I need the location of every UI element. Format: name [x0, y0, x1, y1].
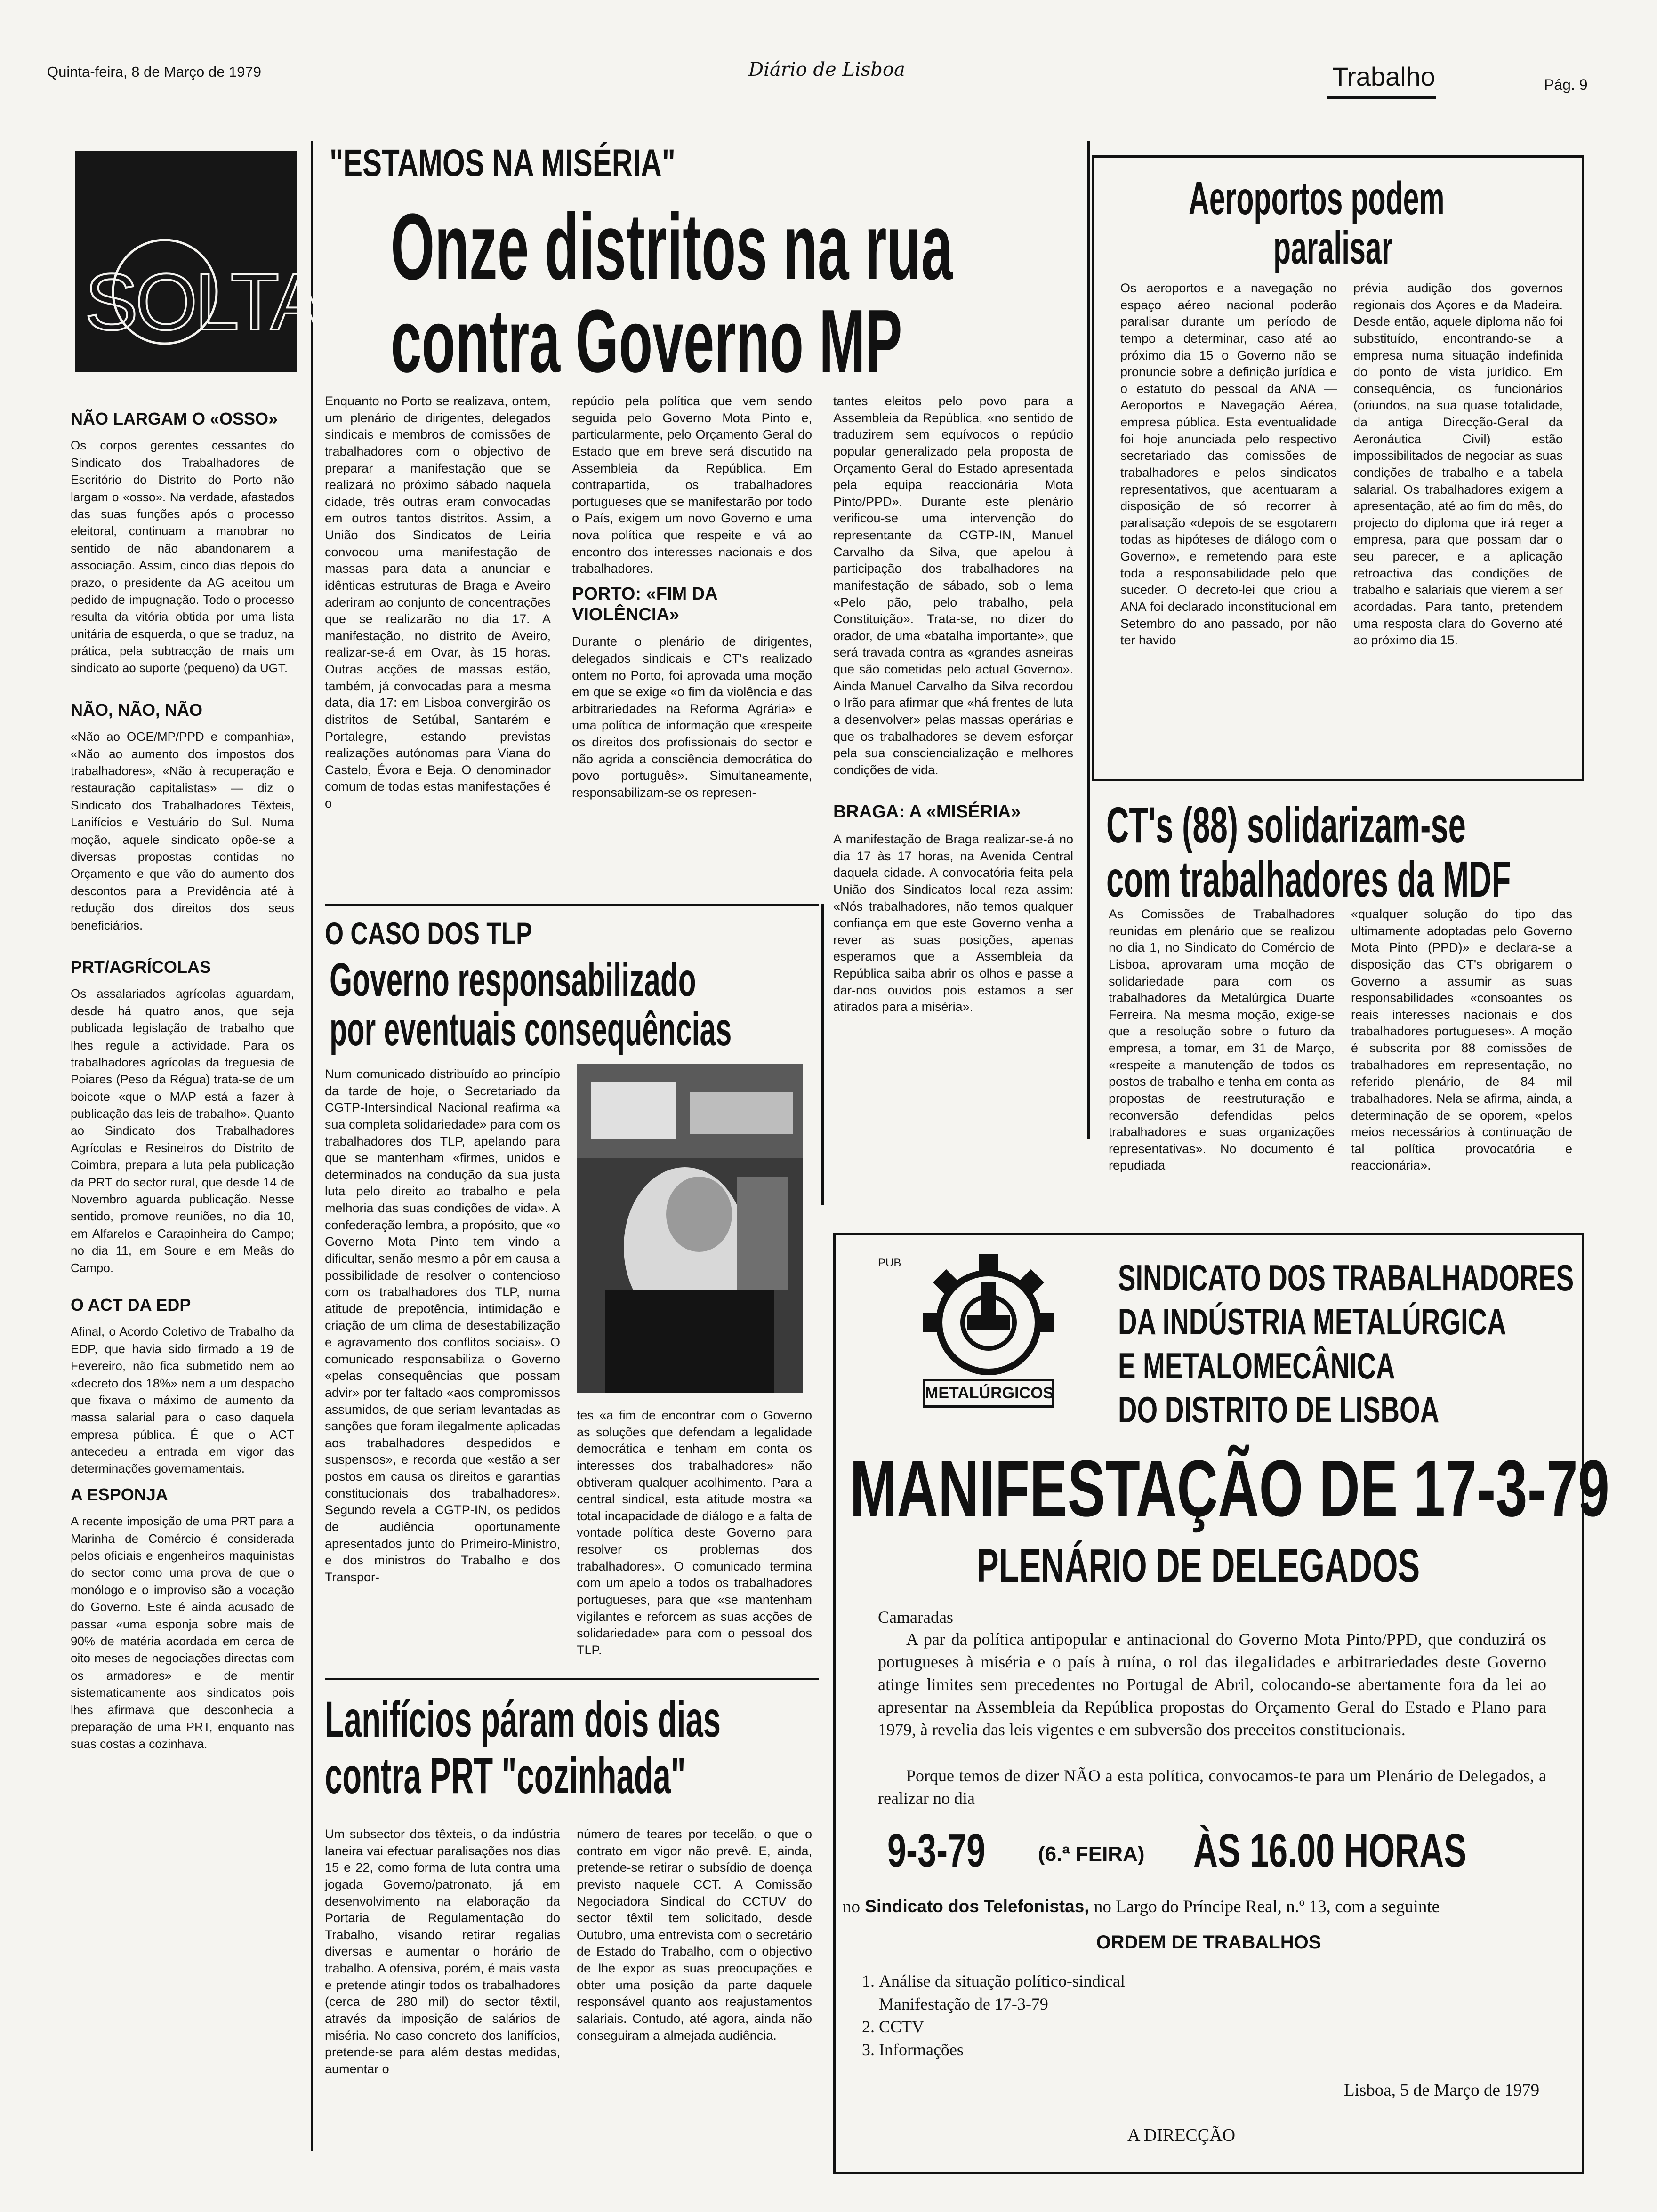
cts-column-2: [1351, 906, 1572, 1178]
soltas-logo-text: SOLTAS: [85, 257, 372, 347]
masthead: Diário de Lisboa: [748, 59, 905, 80]
lanificios-column-2: [577, 1826, 812, 2048]
ad-pub-label: PUB: [878, 1257, 901, 1269]
main-col3-text: tantes eleitos pelo povo para a Assembleia da República, «no sentido de traduzirem sem equívocos o repúdio popular generalizado pela proposta de Orçamento Geral do Estado apresentada pela equipa reaccionária Mota Pinto/PPD». Durante este plenário verificou-se uma intervenção do representante da CGTP-IN, Manuel Carvalho da Silva, que apelou à participação dos trabalhadores na manifestação de sábado, sob o lema «Pelo pão, pelo trabalho, pela Constituição». Trata-se, no dizer do orador, de uma «batalha importante», que será travada contra as «grandes asneiras que são cometidas pelo actual Governo». Ainda Manuel Carvalho da Silva recordou o Irão para afirmar que «há frentes de luta a desenvolver» pelas massas operárias e que os trabalhadores se devem esforçar pela sua consciencialização e melhores condições de vida.: [833, 394, 1073, 777]
main-col1-text: Enquanto no Porto se realizava, ontem, um plenário de dirigentes, delegados sindicais e membros de comissões de trabalhadores com o objectivo de preparar a manifestação que se realizará no próximo sábado naquela cidade, três outras eram convocadas em outros tantos distritos. Assim, a União dos Sindicatos de Leiria convocou uma manifestação de massas para data a anunciar e idênticas estruturas de Braga e Aveiro aderiram ao conjunto de concentrações que se realizarão no dia 17. A manifestação, no distrito de Aveiro, realizar-se-á em Ovar, às 15 horas. Outras acções de massas estão, também, já convocadas para a mesma data, dia 17: em Lisboa convergirão os distritos de Setúbal, Santarém e Portalegre, estando previstas realizações autónomas para Viana do Castelo, Évora e Beja. O denominador comum de todas estas manifestações é o: [325, 394, 551, 810]
tlp-kicker: O CASO DOS TLP: [325, 916, 532, 951]
aeroportos-column-1: [1120, 280, 1337, 653]
main-kicker: "ESTAMOS NA MISÉRIA": [330, 142, 676, 184]
aeroportos-col2-text: prévia audição dos governos regionais dos Açores e da Madeira. Desde então, aquele diploma não foi substituído, encontrando-se a empresa numa situação indefinida do ponto de vista jurídico. Em consequência, os funcionários (oriundos, na sua quase totalidade, da antiga Direcção-Geral da Aeronáutica Civil) estão impossibilitados de negociar as suas condições de trabalho e a tabela salarial. Os trabalhadores exigem a apresentação, até ao fim do mês, do projecto do diploma que irá reger a empresa, para que possam dar o seu parecer, e a aplicação retroactiva das condições de trabalho e salariais que vierem a ser acordadas. Para tanto, pretendem uma resposta clara do Governo até ao próximo dia 15.: [1353, 281, 1563, 648]
ad-agenda-item: 1. Análise da situação político-sindical: [879, 1970, 1125, 1993]
ad-subhead: PLENÁRIO DE DELEGADOS: [977, 1539, 1420, 1592]
soltas-body-3: Os assalariados agrícolas aguardam, desde há quatro anos, que seja publicada legislação de trabalho que lhes regule a actividade. Para os trabalhadores agrícolas da freguesia de Poiares (Peso da Régua) trata-se de um boicote «que o MAP está a fazer à publicação das leis de trabalho». Quanto ao Sindicato dos Trabalhadores Agrícolas e Resineiros do Distrito de Coimbra, prepara a luta pela publicação da PRT do sector rural, que desde 14 de Novembro aguarda publicação. Nesse sentido, promove reuniões, no dia 10, em Alfarelos e Carapinheira do Campo; no dia 11, em Soure e em Meãs do Campo.: [71, 986, 294, 1275]
aeroportos-headline-2: paralisar: [1273, 222, 1393, 273]
ad-time: ÀS 16.00 HORAS: [1193, 1824, 1467, 1877]
main-col2-text: repúdio pela política que vem sendo seguida pelo Governo Mota Pinto e, particularmente, pelo Orçamento Geral do Estado que em breve será discutido na Assembleia da República. Em contrapartida, os trabalhadores portugueses que se manifestarão por todo o País, exigem um novo Governo e uma nova política que respeite e vá ao encontro dos interesses nacionais e dos trabalhadores.: [572, 394, 812, 576]
ad-org-line-2: DA INDÚSTRIA METALÚRGICA: [1118, 1301, 1506, 1342]
tlp-headline-2: por eventuais consequências: [330, 1003, 732, 1056]
ad-org-line-4: DO DISTRITO DE LISBOA: [1118, 1389, 1440, 1430]
soltas-head-2: NÃO, NÃO, NÃO: [71, 700, 203, 720]
ad-greeting: Camaradas: [878, 1608, 953, 1627]
subhead-braga: BRAGA: A «MISÉRIA»: [833, 802, 1021, 822]
ad-date: 9-3-79: [887, 1824, 986, 1877]
ad-headline: MANIFESTAÇÃO DE 17-3-79: [850, 1444, 1610, 1533]
cts-headline-1: CT's (88) solidarizam-se: [1106, 796, 1466, 853]
ad-agenda-item: Manifestação de 17-3-79: [879, 1994, 1048, 2013]
ad-weekday: (6.ª FEIRA): [1038, 1843, 1145, 1866]
soltas-logo: [75, 151, 372, 372]
main-col3b-text: A manifestação de Braga realizar-se-á no dia 17 às 17 horas, na Avenida Central daquela cidade. A convocatória feita pela União dos Sindicatos local reza assim: «Nós trabalhadores, não temos qualquer confiança em que este Governo venha a rever as suas posições, apenas esperamos que a Assembleia da República saiba abrir os olhos e passe a dar-nos ouvidos pois estamos a ser atirados para a miséria».: [833, 832, 1073, 1014]
column-rule-left: [311, 141, 313, 2151]
column-rule-right: [1087, 141, 1090, 1139]
cts-headline-2: com trabalhadores da MDF: [1106, 850, 1511, 907]
ad-box: [833, 1233, 1610, 2174]
lanificios-headline-1: Lanifícios páram dois dias: [325, 1691, 721, 1747]
ad-org-line-1: SINDICATO DOS TRABALHADORES: [1118, 1257, 1574, 1298]
section-title: Trabalho: [1332, 62, 1435, 91]
lanificios-col2-text: número de teares por tecelão, o que o contrato em vigor não prevê. E, ainda, pretende-se retirar o subsídio de doença previsto naquele CCT. A Comissão Negociadora Sindical do CCTUV do sector têxtil tem solicitado, desde Outubro, uma entrevista com o secretário de Estado do Trabalho, com o objectivo de lhe expor as suas preocupações e obter uma posição da parte daquele responsável quanto aos reajustamentos salariais. Contudo, até agora, ainda não conseguiram a almejada audiência.: [577, 1827, 812, 2043]
page-number: Pág. 9: [1544, 76, 1588, 93]
ad-agenda-item: 3. Informações: [879, 2038, 1125, 2061]
lanificios-column-1: [325, 1826, 560, 2081]
ad-paragraph-1: A par da política antipopular e antinacional do Governo Mota Pinto/PPD, que conduzirá os portugueses à miséria e o país à ruína, o rol das ilegalidades e arbitrariedades deste Governo atinge limites sem precedentes no Portugal de Abril, colocando-se abertamente fora da lei ao apresentar na Assembleia da República propostas do Orçamento Geral do Estado e Plano para 1979, à revelia das leis vigentes e em subversão dos preceitos constitucionais.: [878, 1630, 1546, 1739]
soltas-column: [71, 402, 294, 1756]
ad-org-line-3: E METALOMECÂNICA: [1118, 1345, 1395, 1387]
metalurgicos-logo: [918, 1250, 1059, 1405]
ad-agenda-title: ORDEM DE TRABALHOS: [1096, 1932, 1321, 1953]
ad-location: [843, 1897, 1577, 1917]
ad-place-date: Lisboa, 5 de Março de 1979: [1344, 2081, 1540, 2100]
aeroportos-column-2: [1353, 280, 1563, 653]
main-headline-2: contra Governo MP: [391, 291, 902, 391]
tlp-column-2: [577, 1407, 812, 1662]
soltas-logo-art: [75, 151, 372, 372]
lanificios-col1-text: Um subsector dos têxteis, o da indústria laneira vai efectuar paralisações nos dias 15 e 22, como forma de luta contra uma jogada Governo/patronato, já em desenvolvimento na elaboração da Portaria de Regulamentação do Trabalho, visando retirar regalias diversas e aumentar o horário de trabalho. A ofensiva, porém, é mais vasta e pretende atingir todos os trabalhadores (cerca de 280 mil) do sector têxtil, através da imposição de salários de miséria. No caso concreto dos lanifícios, pretende-se para além destas medidas, aumentar o: [325, 1827, 560, 2076]
ad-agenda-item: 2. CCTV: [879, 2015, 1125, 2038]
soltas-body-5: A recente imposição de uma PRT para a Marinha de Comércio é considerada pelos oficiais e engenheiros maquinistas do sector como uma prova de que o monólogo e o improviso são a vocação do Governo. Este é ainda acusado de passar «uma esponja sobre mais de 90% de matéria acordada em cerca de oito meses de negociações directas com os armadores» e de mentir sistematicamente aos sindicatos pois lhes afirmava que desconhecia a preparação de uma PRT, enquanto nas suas costas a cozinhava.: [71, 1514, 294, 1751]
gear-icon: [918, 1250, 1059, 1381]
main-column-3: [833, 393, 1073, 1019]
main-column-2: [572, 393, 812, 805]
ad-location-post: no Largo do Príncipe Real, n.º 13, com a seguinte: [1094, 1897, 1440, 1916]
ad-paragraph-2: Porque temos de dizer NÃO a esta política, convocamos-te para um Plenário de Delegados, a realizar no dia: [878, 1766, 1546, 1808]
soltas-head-3: PRT/AGRÍCOLAS: [71, 957, 211, 977]
column-rule-braga: [821, 904, 824, 1205]
tlp-photo-art: [577, 1064, 803, 1393]
tlp-headline-1: Governo responsabilizado: [330, 954, 696, 1006]
soltas-head-1: NÃO LARGAM O «OSSO»: [71, 409, 278, 428]
aeroportos-box: [1092, 155, 1584, 781]
lanificios-headline-2: contra PRT "cozinhada": [325, 1747, 686, 1804]
tlp-column-1: [325, 1066, 560, 1589]
ad-agenda-list: [850, 1970, 1125, 2061]
ad-location-pre: no: [843, 1897, 860, 1916]
main-headline-1: Onze distritos na rua: [391, 194, 953, 299]
metalurgicos-logo-label: METALÚRGICOS: [923, 1379, 1054, 1408]
soltas-head-4: O ACT DA EDP: [71, 1295, 191, 1314]
ad-location-name: Sindicato dos Telefonistas,: [865, 1897, 1089, 1916]
soltas-body-2: «Não ao OGE/MP/PPD e companhia», «Não ao aumento dos impostos dos trabalhadores», «Não à recuperação e restauração capitalistas» — diz o Sindicato dos Trabalhadores Têxteis, Lanifícios e Vestuário do Sul. Numa moção, aquele sindicato opõe-se a diversas propostas contidas no Orçamento e que vão do aumento dos descontos para a Previdência até à redução dos direitos dos seus beneficiários.: [71, 729, 294, 932]
rule-lanificios-top: [325, 1678, 819, 1680]
soltas-body-4: Afinal, o Acordo Coletivo de Trabalho da EDP, que havia sido firmado a 19 de Fevereiro, não fica submetido nem ao «decreto dos 18%» nem a um despacho que fixava o máximo de aumento da massa salarial para o caso daquela empresa pública. É que o ACT antecedeu a entrada em vigor das determinações governamentais.: [71, 1324, 294, 1476]
main-column-1: [325, 393, 551, 816]
aeroportos-headline-1: Aeroportos podem: [1189, 172, 1445, 224]
tlp-col1-text: Num comunicado distribuído ao princípio da tarde de hoje, o Secretariado da CGTP-Intersindical Nacional reafirma «a sua completa solidariedade» para com os trabalhadores dos TLP, apelando para que se mantenham «firmes, unidos e determinados na condução da sua justa luta pelo direito ao trabalho e pela melhoria das suas condições de vida». A confederação lembra, a propósito, que «o Governo Mota Pinto tem vindo a dificultar, senão mesmo a pôr em causa a possibilidade de resolver o contencioso com os trabalhadores dos TLP, numa atitude de prepotência, intimidação e criação de um clima de desestabilização e agravamento dos conflitos sociais». O comunicado responsabiliza o Governo «pelas consequências que possam advir» por ter faltado «aos compromissos assumidos, de que seriam levantadas as sanções que foram ilegalmente aplicadas aos trabalhadores despedidos e suspensos», e recorda que «estão a ser postos em causa os direitos e garantias constitucionais dos trabalhadores». Segundo revela a CGTP-IN, os pedidos de audiência oportunamente apresentados junto do Primeiro-Ministro, e dos ministros do Trabalho e dos Transpor-: [325, 1067, 560, 1584]
rule-tlp-top: [325, 904, 819, 906]
tlp-photo: [577, 1064, 803, 1393]
cts-col1-text: As Comissões de Trabalhadores reunidas em plenário que se realizou no dia 1, no Sindicato do Comércio de Lisboa, aprovaram uma moção de solidariedade para com os trabalhadores da Metalúrgica Duarte Ferreira. Na mesma moção, exige-se que a resolução sobre o futuro da empresa, a tomar, em 31 de Março, «respeite a manutenção de todos os postos de trabalho e tenha em conta as propostas de reestruturação e reconversão defendidas pelos trabalhadores e suas organizações representativas». No documento é repudiada: [1109, 907, 1335, 1173]
aeroportos-col1-text: Os aeroportos e a navegação no espaço aéreo nacional poderão paralisar durante um período de tempo a determinar, caso até ao próximo dia 15 o Governo não se pronuncie sobre a definição jurídica e o estatuto do pessoal da ANA — Aeroportos e Navegação Aérea, empresa pública. Esta eventualidade foi hoje anunciada pelo respectivo secretariado das comissões de trabalhadores e pelos sindicatos representativos, que acentuaram a disposição de só recorrer à paralisação «depois de se esgotarem todas as hipóteses de diálogo com o Governo», e remetendo para este toda a responsabilidade pelo que suceder. O decreto-lei que criou a ANA foi declarado inconstitucional em Setembro do ano passado, por não ter havido: [1120, 281, 1337, 648]
ad-signature: A DIRECÇÃO: [1127, 2125, 1236, 2145]
main-col2b-text: Durante o plenário de dirigentes, delegados sindicais e CT's realizado ontem no Porto, foi aprovada uma moção em que se exige «o fim da violência e das arbitrariedades na Reforma Agrária» e uma política de informação que «respeite os direitos dos profissionais do sector e não agrida a consciência democrática do povo português». Simultaneamente, responsabilizam-se os represen-: [572, 634, 812, 800]
subhead-porto: PORTO: «FIM DA VIOLÊNCIA»: [572, 584, 717, 625]
section-underline: [1327, 96, 1436, 99]
cts-col2-text: «qualquer solução do tipo das ultimamente adoptadas pelo Governo Mota Pinto (PPD)» e declara-se a disposição das CT's obrigarem o Governo a assumir as suas responsabilidades «consoantes os reais interesses nacionais e dos trabalhadores portugueses». A moção é subscrita por 88 comissões de trabalhadores em representação, no referido plenário, de 84 mil trabalhadores. Nela se afirma, ainda, a determinação de se oporem, «pelos meios necessários à continuação de tal política provocatória e reaccionária».: [1351, 907, 1572, 1173]
tlp-col2-text: tes «a fim de encontrar com o Governo as soluções que defendam a legalidade democrática e tenham em conta os interesses dos trabalhadores» não obtiveram qualquer acolhimento. Para a central sindical, esta atitude mostra «a total incapacidade de diálogo e a falta de vontade política deste Governo para resolver os problemas dos trabalhadores». O comunicado termina com um apelo a todos os trabalhadores portugueses, para que «se mantenham vigilantes e reforcem as suas acções de solidariedade» para com o pessoal dos TLP.: [577, 1408, 812, 1657]
header-date: Quinta-feira, 8 de Março de 1979: [47, 64, 261, 80]
soltas-head-5: A ESPONJA: [71, 1484, 168, 1504]
cts-column-1: [1109, 906, 1335, 1178]
soltas-body-1: Os corpos gerentes cessantes do Sindicato dos Trabalhadores de Escritório do Distrito do Porto não largam o «osso». Na verdade, afastados das suas funções após o processo eleitoral, continuam a manobrar no sentido de não abandonarem a associação. Assim, cinco dias depois do prazo, o presidente da AG aceitou um pedido de impugnação. Todo o processo resulta da vitória obtida por uma lista unitária de esquerda, o que se traduz, na prática, pela subtracção de mais um sindicato ao suporte (pequeno) da UGT.: [71, 438, 294, 675]
